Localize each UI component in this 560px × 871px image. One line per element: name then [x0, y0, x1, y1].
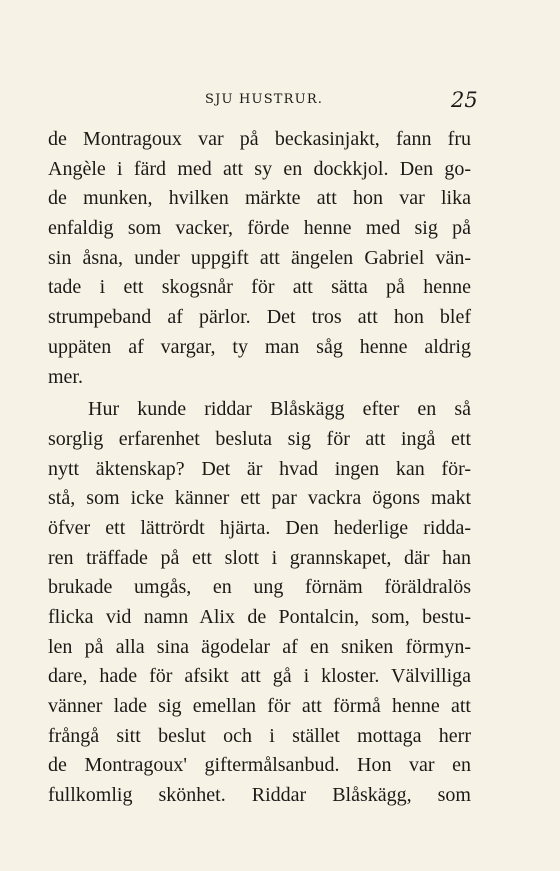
text-line: de Montragoux var på beckasinjakt, fann fru [48, 128, 471, 150]
text-line: dare, hade för afsikt att gå i kloster. Välvilliga [48, 665, 471, 688]
text-line: mer. [48, 365, 83, 388]
text-line: enfaldig som vacker, förde henne med sig på [48, 217, 471, 240]
text-line: ren träffade på ett slott i grannskapet, där han [48, 546, 471, 569]
text-line: tade i ett skogsnår för att sätta på henne [48, 276, 471, 299]
text-line: flicka vid namn Alix de Pontalcin, som, bestu- [48, 606, 471, 628]
text-line: len på alla sina ägodelar af en sniken förmyn- [48, 635, 471, 658]
text-line: sorglig erfarenhet besluta sig för att ingå ett [48, 427, 471, 450]
paragraph-2 [48, 395, 471, 811]
paragraph-1 [48, 125, 471, 392]
text-line: fullkomlig skönhet. Riddar Blåskägg, som [48, 784, 471, 807]
text-line: sin åsna, under uppgift att ängelen Gabriel vän- [48, 246, 471, 269]
text-line: Angèle i färd med att sy en dockkjol. Den go- [48, 157, 471, 180]
text-line: öfver ett lättrördt hjärta. Den hederlige ridda- [48, 516, 471, 539]
text-line: vänner lade sig emellan för att förmå henne att [48, 695, 471, 718]
text-line: stå, som icke känner ett par vackra ögons makt [48, 487, 471, 510]
page-number: 25 [451, 88, 478, 112]
running-title: SJU HUSTRUR. [205, 92, 324, 107]
text-line: de munken, hvilken märkte att hon var lika [48, 187, 471, 210]
text-line: frångå sitt beslut och i stället mottaga herr [48, 724, 471, 747]
text-line: nytt äktenskap? Det är hvad ingen kan för- [48, 457, 471, 480]
text-line: brukade umgås, en ung förnäm föräldralös [48, 576, 471, 599]
text-line: Hur kunde riddar Blåskägg efter en så [88, 398, 471, 421]
body-text [48, 125, 471, 811]
text-line: uppäten af vargar, ty man såg henne aldrig [48, 335, 471, 358]
text-line: strumpeband af pärlor. Det tros att hon blef [48, 306, 471, 329]
text-line: de Montragoux' giftermålsanbud. Hon var en [48, 754, 471, 777]
